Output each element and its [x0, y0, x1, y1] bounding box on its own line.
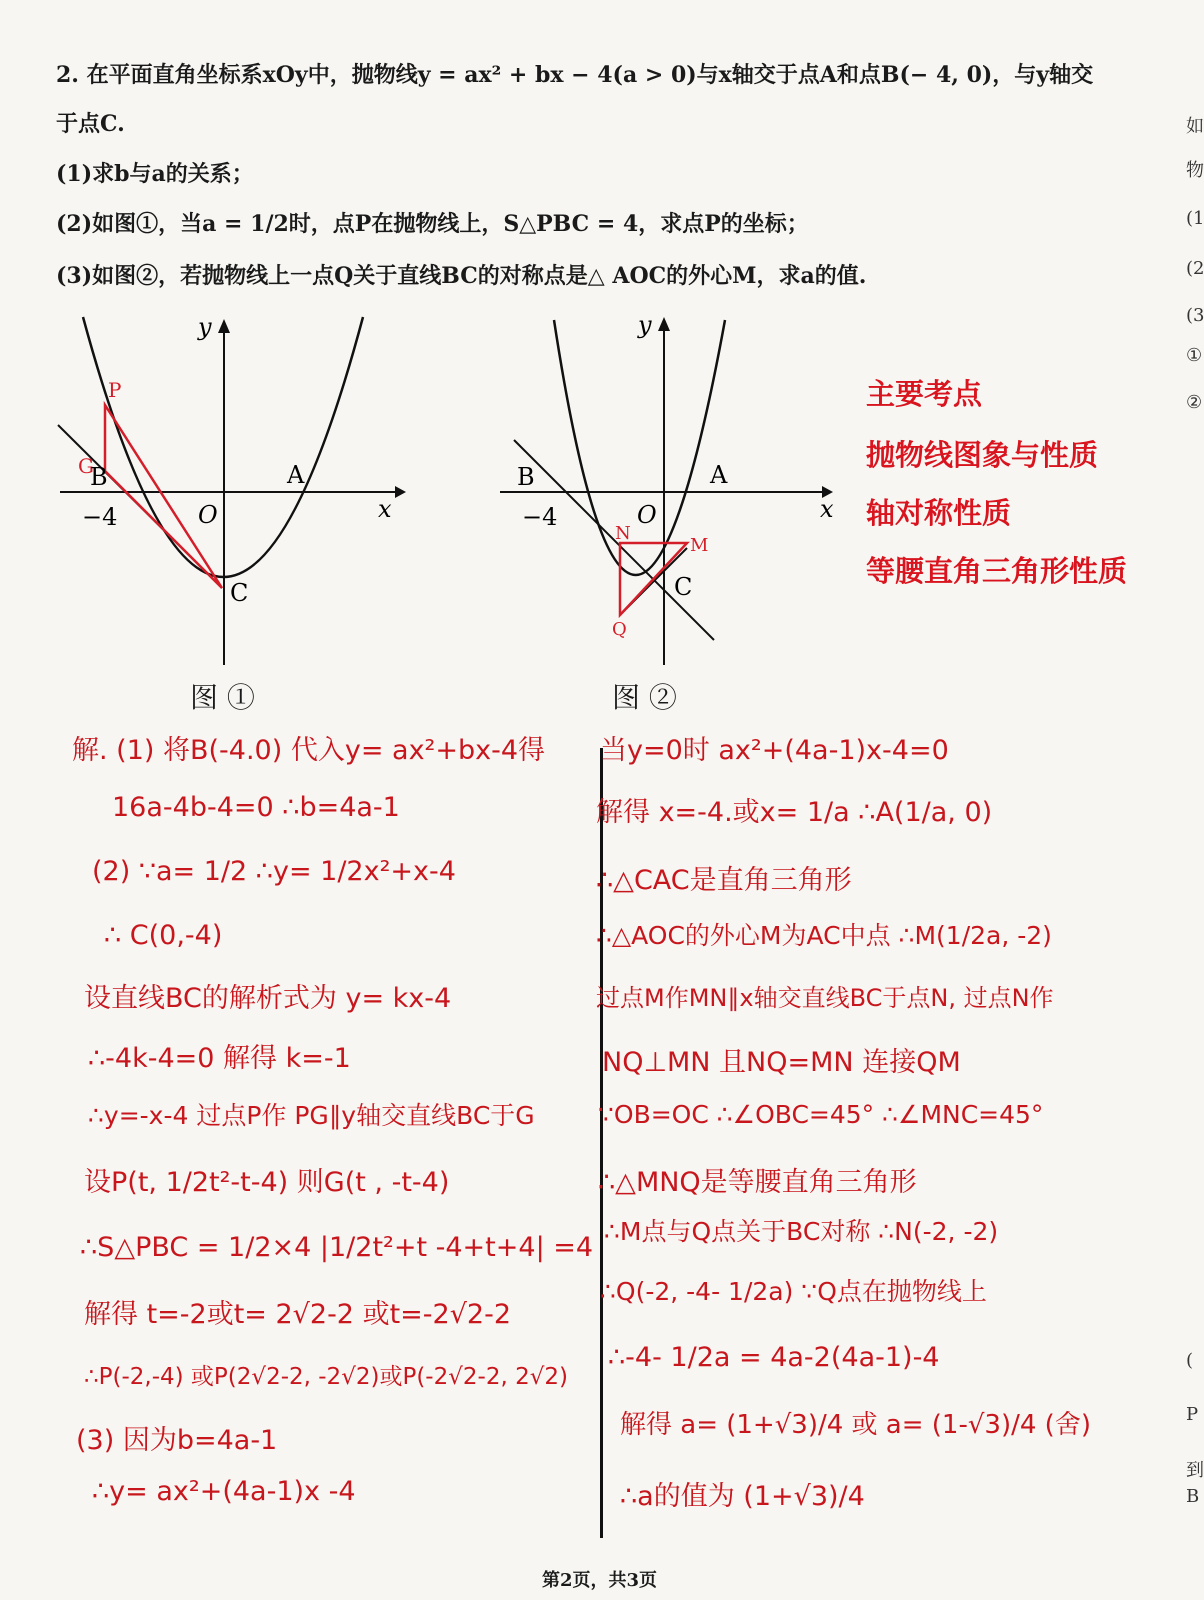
fig1-label-a: A [287, 461, 305, 489]
fig1-triangle-pbc [105, 405, 222, 588]
edge-fragment: ① [1186, 345, 1203, 366]
fig1-label-o: O [198, 501, 218, 529]
edge-fragment: 到 [1186, 1460, 1204, 1481]
solution-left-line: 解得 t=-2或t= 2√2-2 或t=-2√2-2 [84, 1299, 512, 1330]
fig1-x-arrow [395, 486, 406, 498]
solution-right-line: ∴-4- 1/2a = 4a-2(4a-1)-4 [608, 1342, 940, 1373]
fig1-label-x: x [378, 495, 392, 523]
fig2-label-m: M [690, 535, 709, 556]
solution-left-line: 解. (1) 将B(-4.0) 代入y= ax²+bx-4得 [72, 735, 546, 766]
edge-fragment: P [1186, 1404, 1199, 1425]
problem-line-1: 2. 在平面直角坐标系xOy中，抛物线y = ax² + bx − 4(a > 0)与x轴交于点A和点B(− 4, 0)，与y轴交 [56, 62, 1094, 88]
fig2-line-bc [514, 440, 714, 640]
solution-left-line: ∴P(-2,-4) 或P(2√2-2, -2√2)或P(-2√2-2, 2√2) [84, 1364, 568, 1390]
fig2-y-arrow [658, 317, 670, 331]
solution-right-line: 解得 a= (1+√3)/4 或 a= (1-√3)/4 (舍) [620, 1410, 1091, 1440]
notes-item: 轴对称性质 [866, 496, 1012, 530]
solution-left-line: (2) ∵a= 1/2 ∴y= 1/2x²+x-4 [92, 856, 456, 887]
fig2-label-n: N [615, 523, 631, 544]
question-3: (3)如图②，若抛物线上一点Q关于直线BC的对称点是△ AOC的外心M，求a的值. [56, 263, 867, 289]
solution-right-line: ∴△MNQ是等腰直角三角形 [598, 1167, 917, 1198]
solution-left-line: ∴y=-x-4 过点P作 PG∥y轴交直线BC于G [88, 1101, 535, 1130]
edge-fragment: B [1186, 1486, 1200, 1507]
edge-fragment: (2 [1186, 258, 1204, 279]
solution-left-line: ∴y= ax²+(4a-1)x -4 [92, 1476, 356, 1507]
solution-left-line: 16a-4b-4=0 ∴b=4a-1 [112, 792, 400, 823]
fig1-label-p: P [108, 378, 122, 402]
solution-right-line: 解得 x=-4.或x= 1/a ∴A(1/a, 0) [596, 797, 993, 828]
fig1-label-y: y [198, 313, 212, 341]
figure-1-graph [50, 305, 410, 680]
fig1-label-g: G [78, 454, 94, 478]
edge-fragment: 如 [1186, 116, 1204, 137]
solution-right-line: ∴△CAC是直角三角形 [596, 865, 852, 896]
fig2-label-b: B [517, 463, 535, 491]
solution-left-line: 设P(t, 1/2t²-t-4) 则G(t , -t-4) [84, 1167, 450, 1198]
solution-right-line: NQ⊥MN 且NQ=MN 连接QM [602, 1047, 961, 1078]
edge-fragment: ( [1186, 1350, 1194, 1371]
edge-fragment: ② [1186, 392, 1203, 413]
problem-line-2: 于点C. [56, 111, 125, 137]
solution-right-line: ∴Q(-2, -4- 1/2a) ∵Q点在抛物线上 [600, 1277, 987, 1306]
fig1-label-b: B [90, 463, 108, 491]
fig2-label-minus4: −4 [522, 503, 558, 531]
solution-right-line: ∴a的值为 (1+√3)/4 [620, 1481, 865, 1512]
solution-left-line: 设直线BC的解析式为 y= kx-4 [84, 983, 452, 1014]
fig1-y-arrow [218, 319, 230, 333]
edge-fragment: (1 [1186, 208, 1204, 229]
solution-left-line: ∴ C(0,-4) [104, 920, 223, 951]
fig1-label-c: C [230, 579, 249, 607]
solution-right-line: 过点M作MN∥x轴交直线BC于点N, 过点N作 [596, 984, 1054, 1012]
notes-item: 抛物线图象与性质 [866, 438, 1099, 472]
solution-left-line: ∴-4k-4=0 解得 k=-1 [88, 1043, 351, 1074]
figure-1-caption: 图 ① [190, 681, 255, 714]
notes-title: 主要考点 [866, 377, 983, 411]
question-1: (1)求b与a的关系； [56, 161, 254, 187]
question-2: (2)如图①，当a = 1/2时，点P在抛物线上，S△PBC = 4，求点P的坐标； [56, 211, 809, 237]
fig2-label-o: O [637, 501, 657, 529]
fig1-label-minus4: −4 [82, 503, 118, 531]
fig2-label-x: x [820, 495, 834, 523]
fig2-label-a: A [710, 461, 728, 489]
figure-2-graph [492, 305, 852, 680]
fig2-label-q: Q [612, 619, 627, 640]
figure-2-caption: 图 ② [612, 681, 677, 714]
notes-item: 等腰直角三角形性质 [866, 554, 1128, 588]
page-footer: 第2页，共3页 [541, 1570, 658, 1591]
fig2-label-y: y [638, 311, 652, 339]
edge-fragment: 物 [1186, 160, 1204, 181]
fig2-label-c: C [674, 573, 693, 601]
solution-left-line: ∴S△PBC = 1/2×4 |1/2t²+t -4+t+4| =4 [80, 1232, 594, 1263]
solution-left-line: (3) 因为b=4a-1 [76, 1425, 278, 1456]
solution-right-line: 当y=0时 ax²+(4a-1)x-4=0 [600, 735, 949, 766]
solution-right-line: ∴△AOC的外心M为AC中点 ∴M(1/2a, -2) [596, 921, 1052, 950]
solution-right-line: ∴M点与Q点关于BC对称 ∴N(-2, -2) [604, 1217, 999, 1246]
edge-fragment: (3 [1186, 305, 1204, 326]
solution-right-line: ∵OB=OC ∴∠OBC=45° ∴∠MNC=45° [598, 1100, 1044, 1129]
